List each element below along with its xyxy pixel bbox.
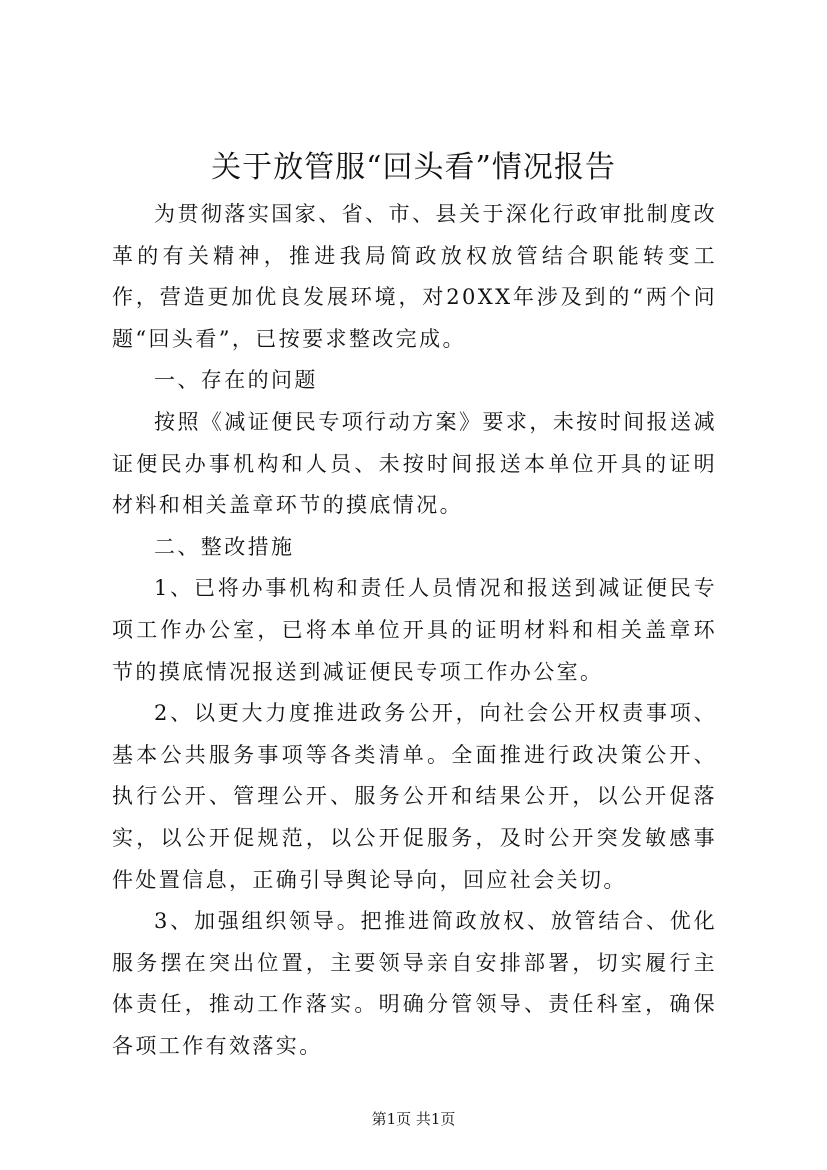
paragraph-measure-3: 3、加强组织领导。把推进简政放权、放管结合、优化服务摆在突出位置，主要领导亲自安排部署，切实履行主体责任，推动工作落实。明确分管领导、责任科室，确保各项工作有效落实。 (112, 909, 717, 1058)
paragraph-intro: 为贯彻落实国家、省、市、县关于深化行政审批制度改革的有关精神，推进我局简政放权放管结合职能转变工作，营造更加优良发展环境，对20XX年涉及到的“两个问题“回头看”，已按要求整改完成。 (112, 202, 717, 351)
paragraph-measure-1: 1、已将办事机构和责任人员情况和报送到减证便民专项工作办公室，已将本单位开具的证明材料和相关盖章环节的摸底情况报送到减证便民专项工作办公室。 (112, 576, 717, 684)
document-body (112, 194, 717, 1067)
paragraph-problems: 按照《减证便民专项行动方案》要求，未按时间报送减证便民办事机构和人员、未按时间报送本单位开具的证明材料和相关盖章环节的摸底情况。 (112, 409, 717, 518)
section-heading-problems: 一、存在的问题 (154, 368, 318, 393)
page-footer: 第1页 共1页 (371, 1110, 456, 1128)
document-title: 关于放管服“回头看”情况报告 (211, 150, 616, 185)
section-heading-measures: 二、整改措施 (154, 534, 295, 559)
paragraph-measure-2: 2、以更大力度推进政务公开，向社会公开权责事项、基本公共服务事项等各类清单。全面推进行政决策公开、执行公开、管理公开、服务公开和结果公开，以公开促落实，以公开促规范，以公开促服务，及时公开突发敏感事件处置信息，正确引导舆论导向，回应社会关切。 (112, 701, 717, 892)
